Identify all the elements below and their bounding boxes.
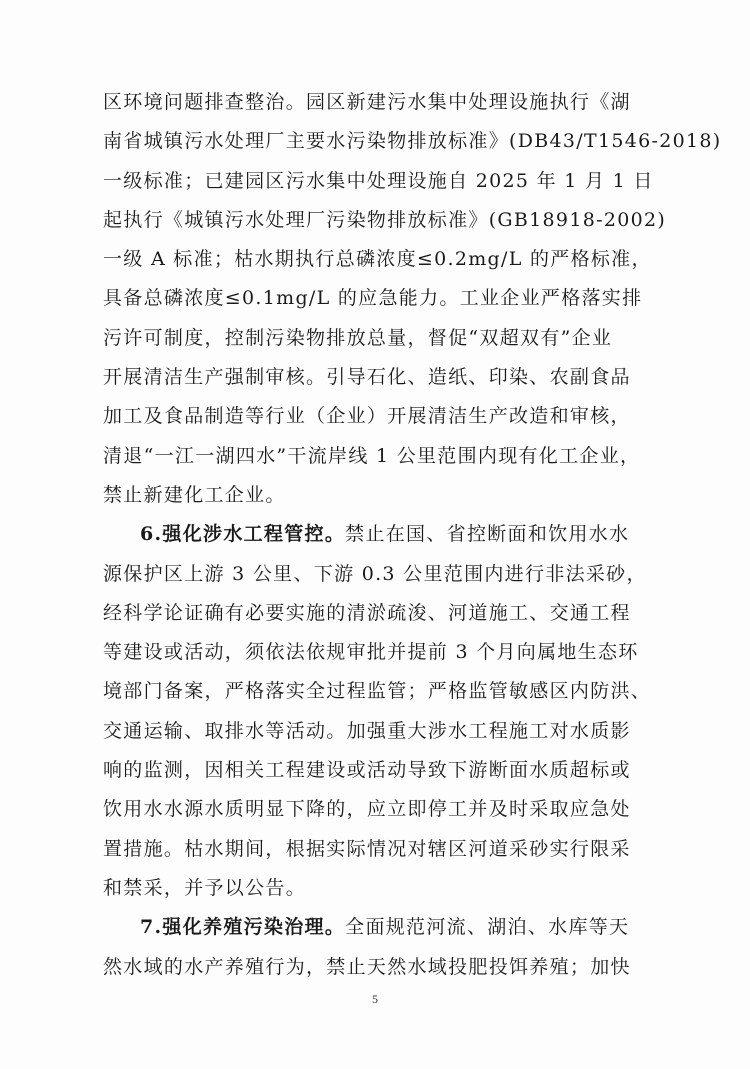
text-line: 和禁采，并予以公告。: [103, 876, 307, 899]
section-7-text: 全面规范河流、湖泊、水库等天: [345, 916, 630, 939]
text-line: 响的监测，因相关工程建设或活动导致下游断面水质超标或: [103, 759, 631, 782]
section-6-text: 禁止在国、省控断面和饮用水水: [345, 523, 630, 546]
text-line: 起执行《城镇污水处理厂污染物排放标准》(GB18918-2002): [103, 208, 667, 231]
text-line: 清退“一江一湖四水”干流岸线 1 公里范围内现有化工企业，: [103, 444, 641, 467]
text-line: 等建设或活动，须依法依规审批并提前 3 个月向属地生态环: [103, 641, 639, 664]
text-line: 禁止新建化工企业。: [103, 483, 286, 506]
text-line: 污许可制度，控制污染物排放总量，督促“双超双有”企业: [103, 326, 613, 349]
text-line: 交通运输、取排水等活动。加强重大涉水工程施工对水质影: [103, 719, 631, 742]
text-line: 具备总磷浓度≤0.1mg/L 的应急能力。工业企业严格落实排: [103, 287, 643, 310]
text-line: 置措施。枯水期间，根据实际情况对辖区河道采砂实行限采: [103, 837, 631, 860]
text-line: 南省城镇污水处理厂主要水污染物排放标准》(DB43/T1546-2018): [103, 130, 722, 153]
text-line: 一级标准；已建园区污水集中处理设施自 2025 年 1 月 1 日: [103, 169, 654, 192]
text-line: 然水域的水产养殖行为，禁止天然水域投肥投饵养殖；加快: [103, 955, 631, 978]
section-6-first-line: [103, 515, 663, 554]
text-line: 源保护区上游 3 公里、下游 0.3 公里范围内进行非法采砂，: [103, 562, 647, 585]
body-text: [103, 83, 722, 987]
text-line: 经科学论证确有必要实施的清淤疏浚、河道施工、交通工程: [103, 601, 631, 624]
section-7-heading: 7.强化养殖污染治理。: [140, 916, 346, 939]
text-line: 开展清洁生产强制审核。引导石化、造纸、印染、农副食品: [103, 366, 631, 389]
page-number: 5: [372, 992, 378, 1006]
section-6-heading: 6.强化涉水工程管控。: [140, 523, 346, 546]
section-7-first-line: [103, 908, 663, 947]
text-line: 一级 A 标准；枯水期执行总磷浓度≤0.2mg/L 的严格标准，: [103, 248, 652, 271]
text-line: 饮用水水源水质明显下降的，应立即停工并及时采取应急处: [103, 798, 631, 821]
text-line: 境部门备案，严格落实全过程监管；严格监管敏感区内防洪、: [103, 680, 652, 703]
text-line: 加工及食品制造等行业（企业）开展清洁生产改造和审核，: [103, 405, 631, 428]
text-line: 区环境问题排查整治。园区新建污水集中处理设施执行《湖: [103, 91, 631, 113]
